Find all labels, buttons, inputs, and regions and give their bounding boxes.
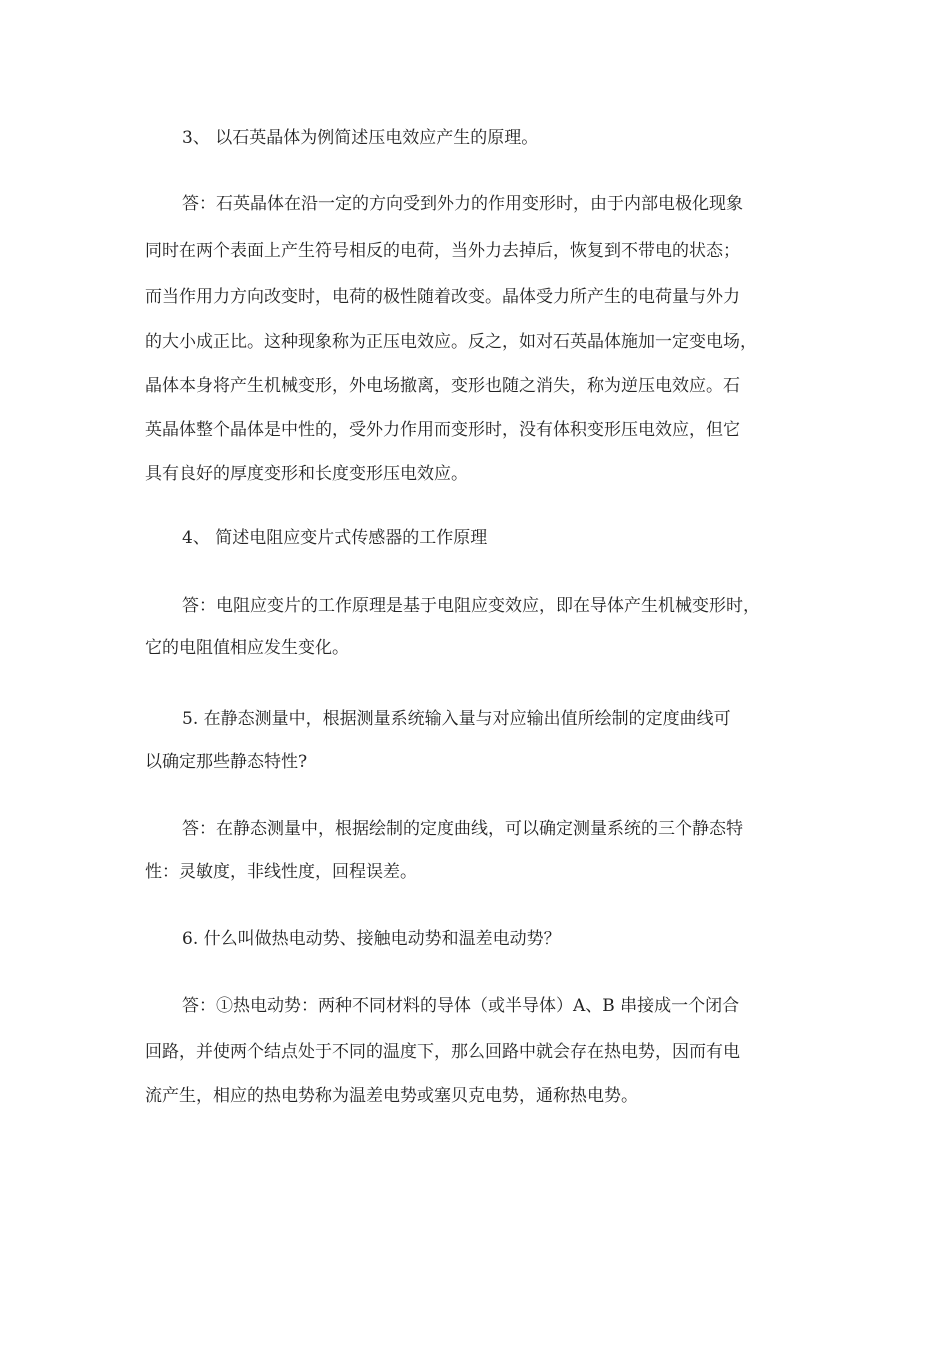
question-4-answer-line: 它的电阻值相应发生变化。	[145, 638, 349, 658]
question-6-answer-line: 回路，并使两个结点处于不同的温度下，那么回路中就会存在热电势，因而有电	[145, 1042, 740, 1062]
question-3-answer-line: 具有良好的厚度变形和长度变形压电效应。	[145, 464, 468, 484]
question-3-answer-line: 英晶体整个晶体是中性的，受外力作用而变形时，没有体积变形压电效应，但它	[145, 420, 740, 440]
question-6-answer-line: 流产生，相应的热电势称为温差电势或塞贝克电势，通称热电势。	[145, 1086, 638, 1106]
question-5-title-line: 5. 在静态测量中，根据测量系统输入量与对应输出值所绘制的定度曲线可	[182, 709, 731, 729]
question-4-title: 4、 简述电阻应变片式传感器的工作原理	[182, 528, 488, 548]
question-3-answer-line: 同时在两个表面上产生符号相反的电荷，当外力去掉后，恢复到不带电的状态；	[145, 241, 740, 261]
question-3-answer-line: 晶体本身将产生机械变形，外电场撤离，变形也随之消失，称为逆压电效应。石	[145, 376, 740, 396]
question-3-answer-line: 的大小成正比。这种现象称为正压电效应。反之，如对石英晶体施加一定变电场，	[145, 332, 757, 352]
question-6-title: 6. 什么叫做热电动势、接触电动势和温差电动势？	[182, 929, 561, 949]
question-4-answer-line: 答：电阻应变片的工作原理是基于电阻应变效应，即在导体产生机械变形时，	[182, 596, 760, 616]
question-5-answer-line: 答：在静态测量中，根据绘制的定度曲线，可以确定测量系统的三个静态特	[182, 819, 743, 839]
question-5-title-line: 以确定那些静态特性?	[145, 752, 308, 772]
question-3-title: 3、 以石英晶体为例简述压电效应产生的原理。	[182, 128, 539, 148]
question-6-answer-line: 答：①热电动势：两种不同材料的导体（或半导体）A、B 串接成一个闭合	[182, 996, 740, 1016]
question-3-answer-line: 而当作用力方向改变时，电荷的极性随着改变。晶体受力所产生的电荷量与外力	[145, 287, 740, 307]
question-3-answer-line: 答：石英晶体在沿一定的方向受到外力的作用变形时，由于内部电极化现象	[182, 194, 743, 214]
question-5-answer-line: 性：灵敏度，非线性度，回程误差。	[145, 862, 417, 882]
